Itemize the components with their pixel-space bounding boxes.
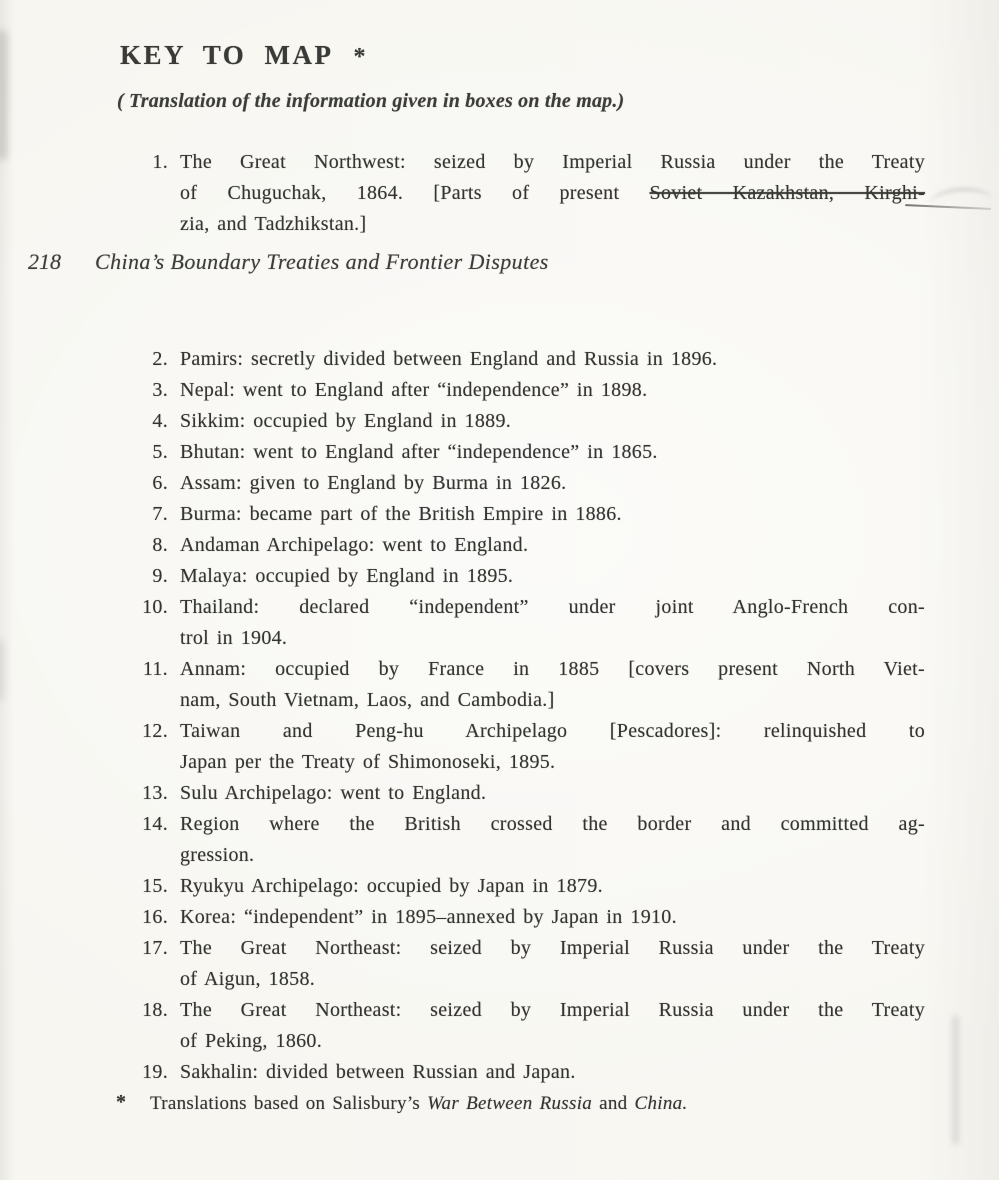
item-number: 19.: [142, 1061, 168, 1083]
list-item-9: [0, 561, 925, 592]
list-item-5: [0, 437, 925, 468]
item-line: Burma: became part of the British Empire in 1886.: [180, 503, 622, 525]
item-number: 4.: [152, 410, 168, 432]
item-number: 16.: [142, 906, 168, 928]
list-item-11: [0, 654, 925, 716]
item-line: Andaman Archipelago: went to England.: [180, 534, 529, 556]
item-line: gression.: [180, 844, 255, 866]
item-line: Annam: occupied by France in 1885 [covers present North Viet-: [180, 658, 925, 680]
footnote-asterisk: *: [116, 1091, 127, 1113]
item-number: 15.: [142, 875, 168, 897]
list-item-7: [0, 499, 925, 530]
list-item-15: [0, 871, 925, 902]
item-line: The Great Northeast: seized by Imperial Russia under the Treaty: [180, 999, 925, 1021]
item-line: Taiwan and Peng-hu Archipelago [Pescadores]: relinquished to: [180, 720, 925, 742]
item-line: The Great Northeast: seized by Imperial Russia under the Treaty: [180, 937, 925, 959]
item-line: [180, 178, 925, 209]
item-line: Sulu Archipelago: went to England.: [180, 782, 487, 804]
item-number: 10.: [142, 596, 168, 618]
list-item-3: [0, 375, 925, 406]
list-item-19: [0, 1057, 925, 1088]
item-number: 7.: [152, 503, 168, 525]
subtitle: ( Translation of the information given in boxes on the map.): [117, 90, 625, 112]
item-number: 8.: [152, 534, 168, 556]
list-item-13: [0, 778, 925, 809]
item-line: Bhutan: went to England after “independence” in 1865.: [180, 441, 658, 463]
item-line: trol in 1904.: [180, 627, 288, 649]
list-item-4: [0, 406, 925, 437]
list-item-1: [0, 147, 925, 240]
footnote-text-part: Translations based on Salisbury’s: [150, 1093, 428, 1114]
list-item-16: [0, 902, 925, 933]
item-line: Pamirs: secretly divided between England and Russia in 1896.: [180, 348, 718, 370]
item-number: 6.: [152, 472, 168, 494]
pencil-mark: [929, 186, 993, 219]
book-title: China.: [634, 1093, 688, 1114]
footnote-text: [150, 1093, 688, 1114]
list-item-17: [0, 933, 925, 995]
item-number: 18.: [142, 999, 168, 1021]
item-number: 11.: [142, 658, 168, 680]
item-number: 1.: [152, 151, 168, 173]
item-line: Japan per the Treaty of Shimonoseki, 1895.: [180, 751, 556, 773]
item-number: 9.: [152, 565, 168, 587]
item-line: Assam: given to England by Burma in 1826.: [180, 472, 567, 494]
item-number: 12.: [142, 720, 168, 742]
page-title: [120, 40, 366, 71]
book-title: War Between Russia: [427, 1093, 593, 1114]
item-line: zia, and Tadzhikstan.]: [180, 213, 367, 235]
item-number: 5.: [152, 441, 168, 463]
item-line-text: of Chuguchak, 1864. [Parts of present: [180, 182, 650, 204]
item-number: 13.: [142, 782, 168, 804]
footnote: [0, 1089, 999, 1119]
item-number: 2.: [152, 348, 168, 370]
strikethrough-text: Soviet Kazakhstan, Kirghi-: [649, 182, 925, 204]
list-item-8: [0, 530, 925, 561]
list-item-12: [0, 716, 925, 778]
item-number: 14.: [142, 813, 168, 835]
item-line: Region where the British crossed the border and committed ag-: [180, 813, 925, 835]
list-item-6: [0, 468, 925, 499]
list-item-14: [0, 809, 925, 871]
item-line: nam, South Vietnam, Laos, and Cambodia.]: [180, 689, 555, 711]
item-line: of Peking, 1860.: [180, 1030, 323, 1052]
footnote-text-part: and: [592, 1093, 635, 1114]
item-number: 17.: [142, 937, 168, 959]
item-line: Thailand: declared “independent” under joint Anglo-French con-: [180, 596, 925, 618]
scan-smudge: [952, 1015, 959, 1145]
item-number: 3.: [152, 379, 168, 401]
item-line: The Great Northwest: seized by Imperial Russia under the Treaty: [180, 151, 925, 173]
item-line: of Aigun, 1858.: [180, 968, 316, 990]
list-item-2: [0, 344, 925, 375]
list-item-18: [0, 995, 925, 1057]
item-line: Sakhalin: divided between Russian and Japan.: [180, 1061, 576, 1083]
page-title-text: KEY TO MAP: [120, 40, 334, 70]
item-line: Nepal: went to England after “independence” in 1898.: [180, 379, 648, 401]
footnote-asterisk-reference: *: [353, 44, 366, 70]
scan-smudge: [0, 30, 7, 160]
page-number: 218: [28, 249, 61, 274]
running-header-title: China’s Boundary Treaties and Frontier Disputes: [95, 249, 549, 274]
list-item: [0, 147, 925, 240]
item-text: [180, 147, 925, 240]
key-list: [0, 344, 925, 1088]
list-item-10: [0, 592, 925, 654]
item-line: Korea: “independent” in 1895–annexed by Japan in 1910.: [180, 906, 677, 928]
item-line: Sikkim: occupied by England in 1889.: [180, 410, 512, 432]
item-line: Malaya: occupied by England in 1895.: [180, 565, 514, 587]
item-line: Ryukyu Archipelago: occupied by Japan in 1879.: [180, 875, 603, 897]
